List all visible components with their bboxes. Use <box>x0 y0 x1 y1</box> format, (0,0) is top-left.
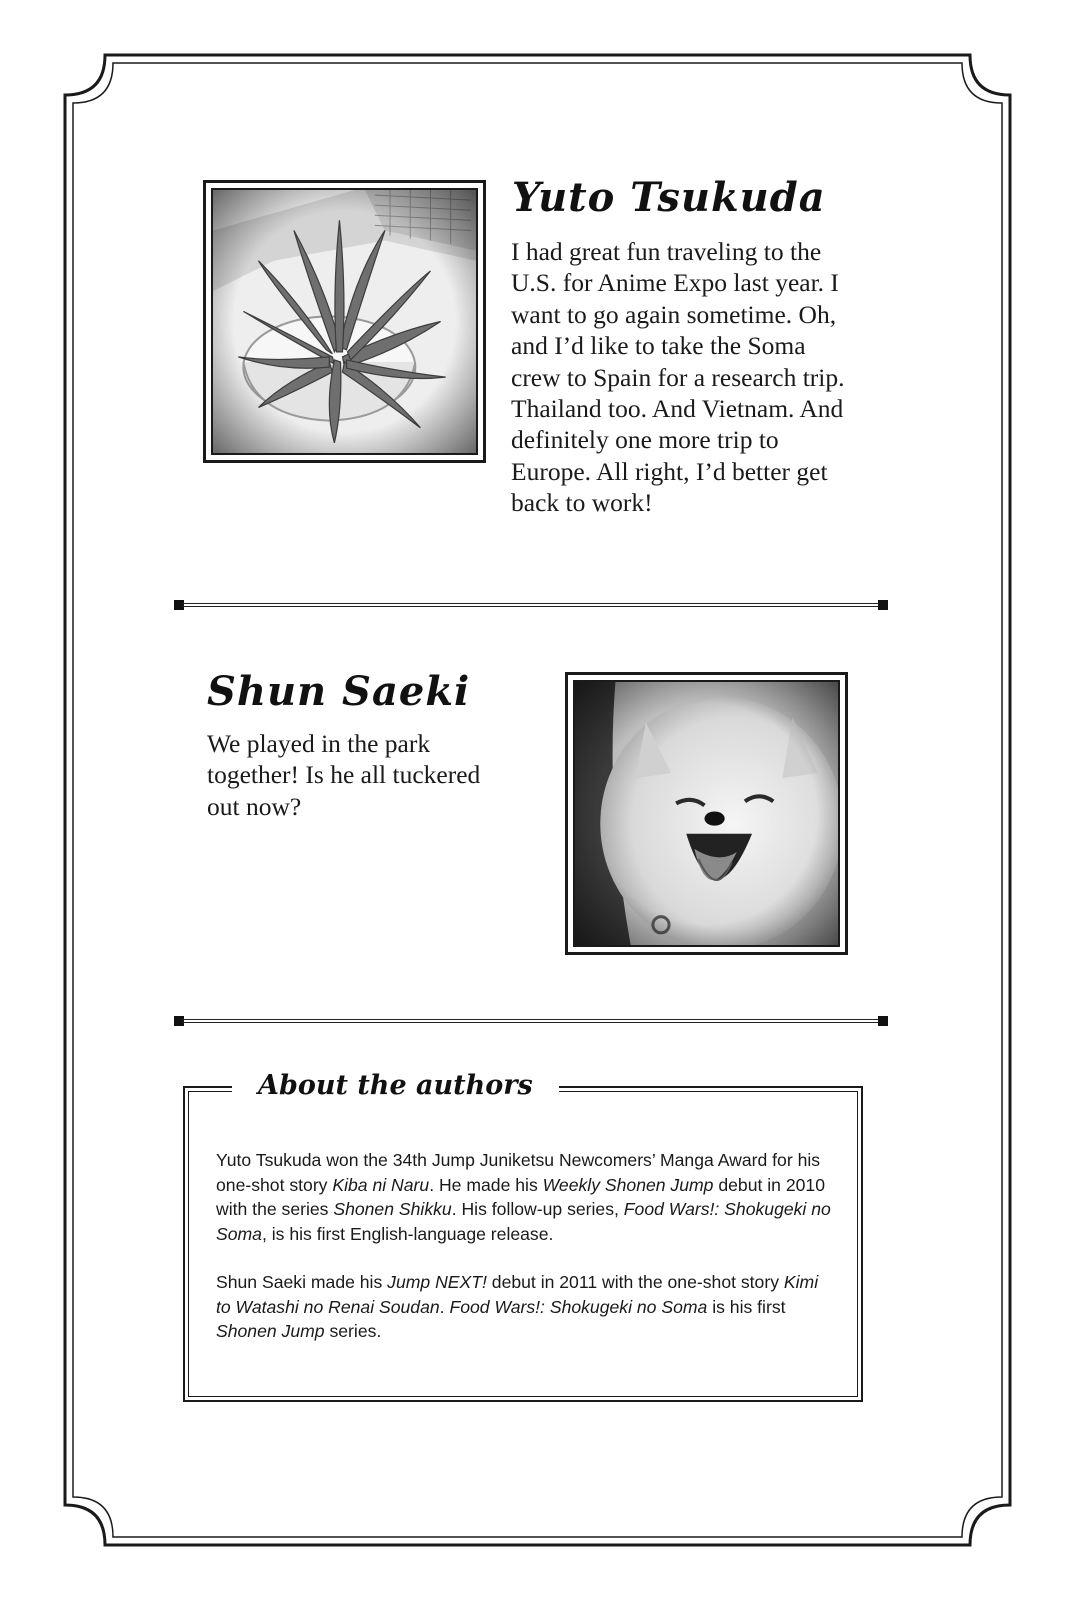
divider-line <box>182 603 880 604</box>
about-authors-title: About the authors <box>232 1070 559 1101</box>
about-authors-text <box>216 1148 836 1368</box>
text-run: Shun Saeki made his <box>216 1272 388 1292</box>
divider-cap-right <box>878 1016 888 1026</box>
section-divider <box>174 599 888 611</box>
about-paragraph-tsukuda <box>216 1148 836 1246</box>
pomeranian-dog-icon <box>575 682 838 945</box>
title-food-wars: Food Wars!: Shokugeki no Soma <box>449 1296 708 1317</box>
divider-line <box>182 1019 880 1020</box>
title-shonen-shikku: Shonen Shikku <box>333 1199 452 1219</box>
title-kimi-to-watashi: Kimi to Watashi no Renai Soudan <box>216 1272 819 1317</box>
divider-line <box>182 1022 880 1023</box>
author-bio-yuto-tsukuda: I had great fun traveling to the U.S. for Anime Expo last year. I want to go again sometime. Oh, and I’d like to take the Soma crew to Spain for a research trip. Thailand too. And Vietnam. And definitely one more trip to Europe. All right, I’d better get back to work! <box>511 237 845 518</box>
about-paragraph-saeki <box>216 1270 836 1344</box>
title-jump-next: Jump NEXT! <box>387 1272 487 1292</box>
divider-line <box>182 606 880 607</box>
text-run: series. <box>324 1321 382 1341</box>
text-run: Yuto Tsukuda won the 34th Jump Juniketsu Newcomers’ Manga Award for his one-shot story <box>216 1150 821 1195</box>
photo-shun-saeki <box>565 672 848 955</box>
photo-yuto-tsukuda <box>203 180 486 463</box>
divider-cap-left <box>174 1016 184 1026</box>
text-run: debut in 2011 with the one-shot story <box>486 1272 784 1292</box>
text-run: debut in 2010 with the series <box>216 1174 825 1219</box>
divider-cap-right <box>878 600 888 610</box>
title-kiba-ni-naru: Kiba ni Naru <box>332 1174 430 1195</box>
author-bio-shun-saeki: We played in the park together! Is he all tuckered out now? <box>207 729 481 821</box>
text-run: , is his first English-language release. <box>261 1223 554 1244</box>
title-weekly-shonen-jump: Weekly Shonen Jump <box>542 1174 714 1195</box>
text-run: . <box>439 1296 450 1317</box>
divider-cap-left <box>174 600 184 610</box>
text-run: . His follow-up series, <box>451 1199 624 1219</box>
section-divider <box>174 1015 888 1027</box>
author-name-shun-saeki: Shun Saeki <box>207 668 471 715</box>
author-name-yuto-tsukuda: Yuto Tsukuda <box>512 174 826 221</box>
text-run: is his first <box>707 1296 786 1317</box>
text-run: . He made his <box>429 1174 543 1195</box>
succulent-plant-icon <box>213 190 476 453</box>
title-food-wars: Food Wars!: Shokugeki no Soma <box>216 1199 831 1244</box>
title-shonen-jump: Shonen Jump <box>216 1321 325 1341</box>
